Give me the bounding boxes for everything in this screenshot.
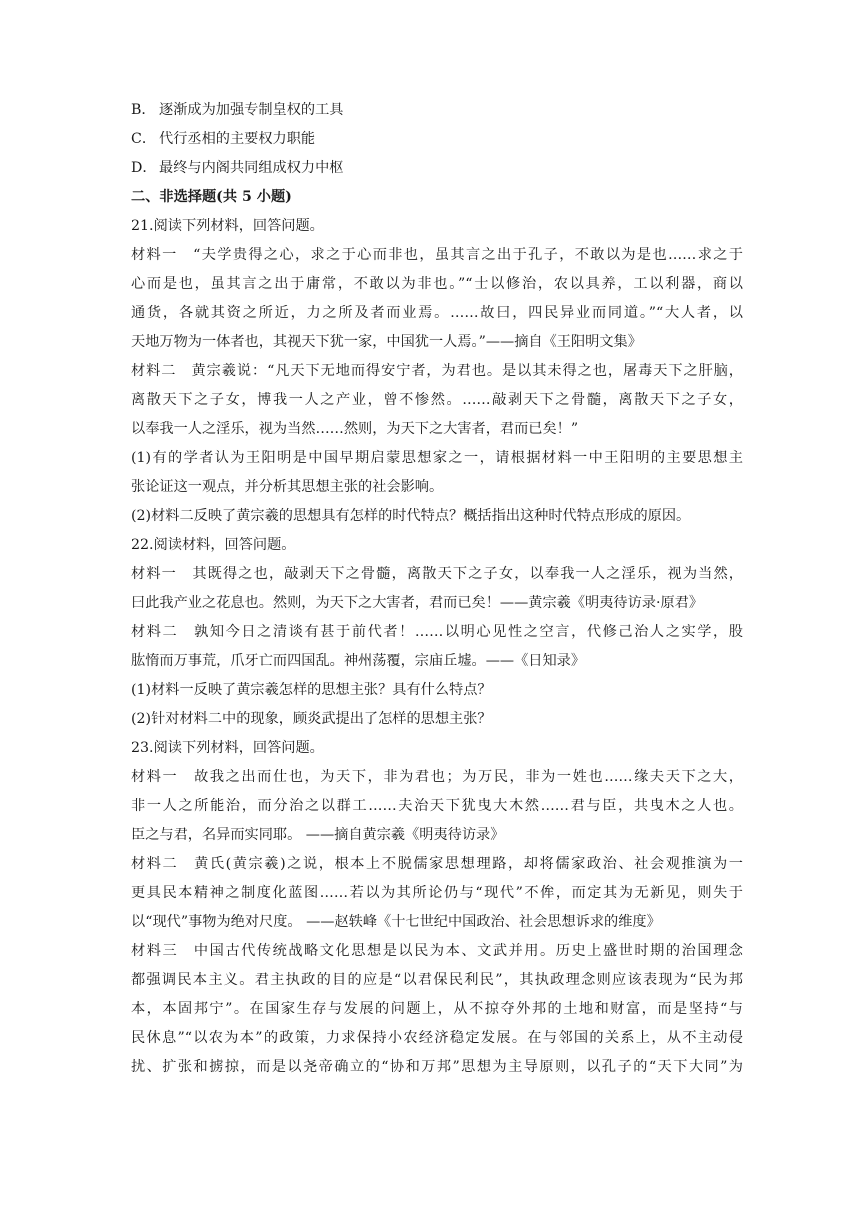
- q23-material-2-line: 以“现代”事物为绝对尺度。 ——赵轶峰《十七世纪中国政治、社会思想诉求的维度》: [131, 914, 661, 930]
- q23-material-2-line: 更具民本精神之制度化蓝图……若以为其所论仍与“现代”不侔，而定其为无新见，则失于: [131, 885, 743, 901]
- option-b: [131, 96, 743, 125]
- q22-material-1-line: 材料一 其既得之也，敲剥天下之骨髓，离散天下之子女，以奉我一人之淫乐，视为当然，: [131, 566, 743, 582]
- q21-material-2-line: 材料二 黄宗羲说：“凡天下无地而得安宁者，为君也。是以其未得之也，屠毒天下之肝脑，: [131, 363, 743, 379]
- option-letter: C．: [131, 131, 157, 147]
- q23-material-1-line: 非一人之所能治，而分治之以群工……夫治天下犹曳大木然……君与臣，共曳木之人也。: [131, 798, 743, 814]
- option-text: 代行丞相的主要权力职能: [159, 131, 316, 147]
- q21-subquestion-2: (2)材料二反映了黄宗羲的思想具有怎样的时代特点？概括指出这种时代特点形成的原因。: [131, 508, 691, 524]
- q23-material-3-line: 民休息”“以农为本”的政策，力求保持小农经济稳定发展。在与邻国的关系上，从不主动侵: [131, 1030, 743, 1046]
- document-page: [131, 96, 743, 1082]
- q23-material-1-line: 臣之与君，名异而实同耶。 ——摘自黄宗羲《明夷待访录》: [131, 827, 505, 843]
- q22-material-2-line: 肱惰而万事荒，爪牙亡而四国乱。神州荡覆，宗庙丘墟。——《日知录》: [131, 653, 586, 669]
- option-text: 逐渐成为加强专制皇权的工具: [159, 102, 344, 118]
- section-heading: 二、非选择题(共 5 小题): [131, 189, 292, 205]
- q21-material-2-line: 离散天下之子女，博我一人之产业，曾不惨然。……敲剥天下之骨髓，离散天下之子女，: [131, 392, 743, 408]
- q23-material-1-line: 材料一 故我之出而仕也，为天下，非为君也；为万民，非为一姓也……缘夫天下之大，: [131, 769, 743, 785]
- q23-material-2-line: 材料二 黄氏(黄宗羲)之说，根本上不脱儒家思想理路，却将儒家政治、社会观推演为一: [131, 856, 743, 872]
- q23-material-3-line: 都强调民本主义。君主执政的目的应是“以君保民利民”，其执政理念则应该表现为“民为邦: [131, 972, 743, 988]
- question-21-stem: 21.阅读下列材料，回答问题。: [131, 218, 324, 234]
- question-22-stem: 22.阅读材料，回答问题。: [131, 537, 296, 553]
- q22-subquestion-2: (2)针对材料二中的现象，顾炎武提出了怎样的思想主张？: [131, 711, 492, 727]
- q21-material-1-line: 通货，各就其资之所近，力之所及者而业焉。……故曰，四民异业而同道。”“大人者，以: [131, 305, 743, 321]
- question-23-stem: 23.阅读下列材料，回答问题。: [131, 740, 324, 756]
- q21-subquestion-1-line: 张论证这一观点，并分析其思想主张的社会影响。: [131, 479, 444, 495]
- option-letter: B．: [131, 102, 156, 118]
- q21-material-1-line: 天地万物为一体者也，其视天下犹一家，中国犹一人焉。”——摘自《王阳明文集》: [131, 334, 642, 350]
- option-letter: D．: [131, 160, 157, 176]
- option-c: [131, 125, 743, 154]
- option-text: 最终与内阁共同组成权力中枢: [159, 160, 344, 176]
- q23-material-3-line: 扰、扩张和掳掠，而是以尧帝确立的“协和万邦”思想为主导原则，以孔子的“天下大同”为: [131, 1059, 743, 1075]
- q21-subquestion-1-line: (1)有的学者认为王阳明是中国早期启蒙思想家之一，请根据材料一中王阳明的主要思想主: [131, 450, 743, 466]
- q21-material-2-line: 以奉我一人之淫乐，视为当然……然则，为天下之大害者，君而已矣！”: [131, 421, 579, 437]
- q23-material-3-line: 材料三 中国古代传统战略文化思想是以民为本、文武并用。历史上盛世时期的治国理念: [131, 943, 743, 959]
- q21-material-1-line: 心而是也，虽其言之出于庸常，不敢以为非也。”“士以修治，农以具养，工以利器，商以: [131, 276, 743, 292]
- q22-material-1-line: 曰此我产业之花息也。然则，为天下之大害者，君而已矣！——黄宗羲《明夷待访录·原君》: [131, 595, 704, 611]
- q23-material-3-line: 本，本固邦宁”。在国家生存与发展的问题上，从不掠夺外邦的土地和财富，而是坚持“与: [131, 1001, 743, 1017]
- q22-subquestion-1: (1)材料一反映了黄宗羲怎样的思想主张？具有什么特点？: [131, 682, 492, 698]
- q22-material-2-line: 材料二 孰知今日之清谈有甚于前代者！……以明心见性之空言，代修己治人之实学，股: [131, 624, 743, 640]
- q21-material-1-line: 材料一 “夫学贵得之心，求之于心而非也，虽其言之出于孔子，不敢以为是也……求之于: [131, 247, 743, 263]
- option-d: [131, 154, 743, 183]
